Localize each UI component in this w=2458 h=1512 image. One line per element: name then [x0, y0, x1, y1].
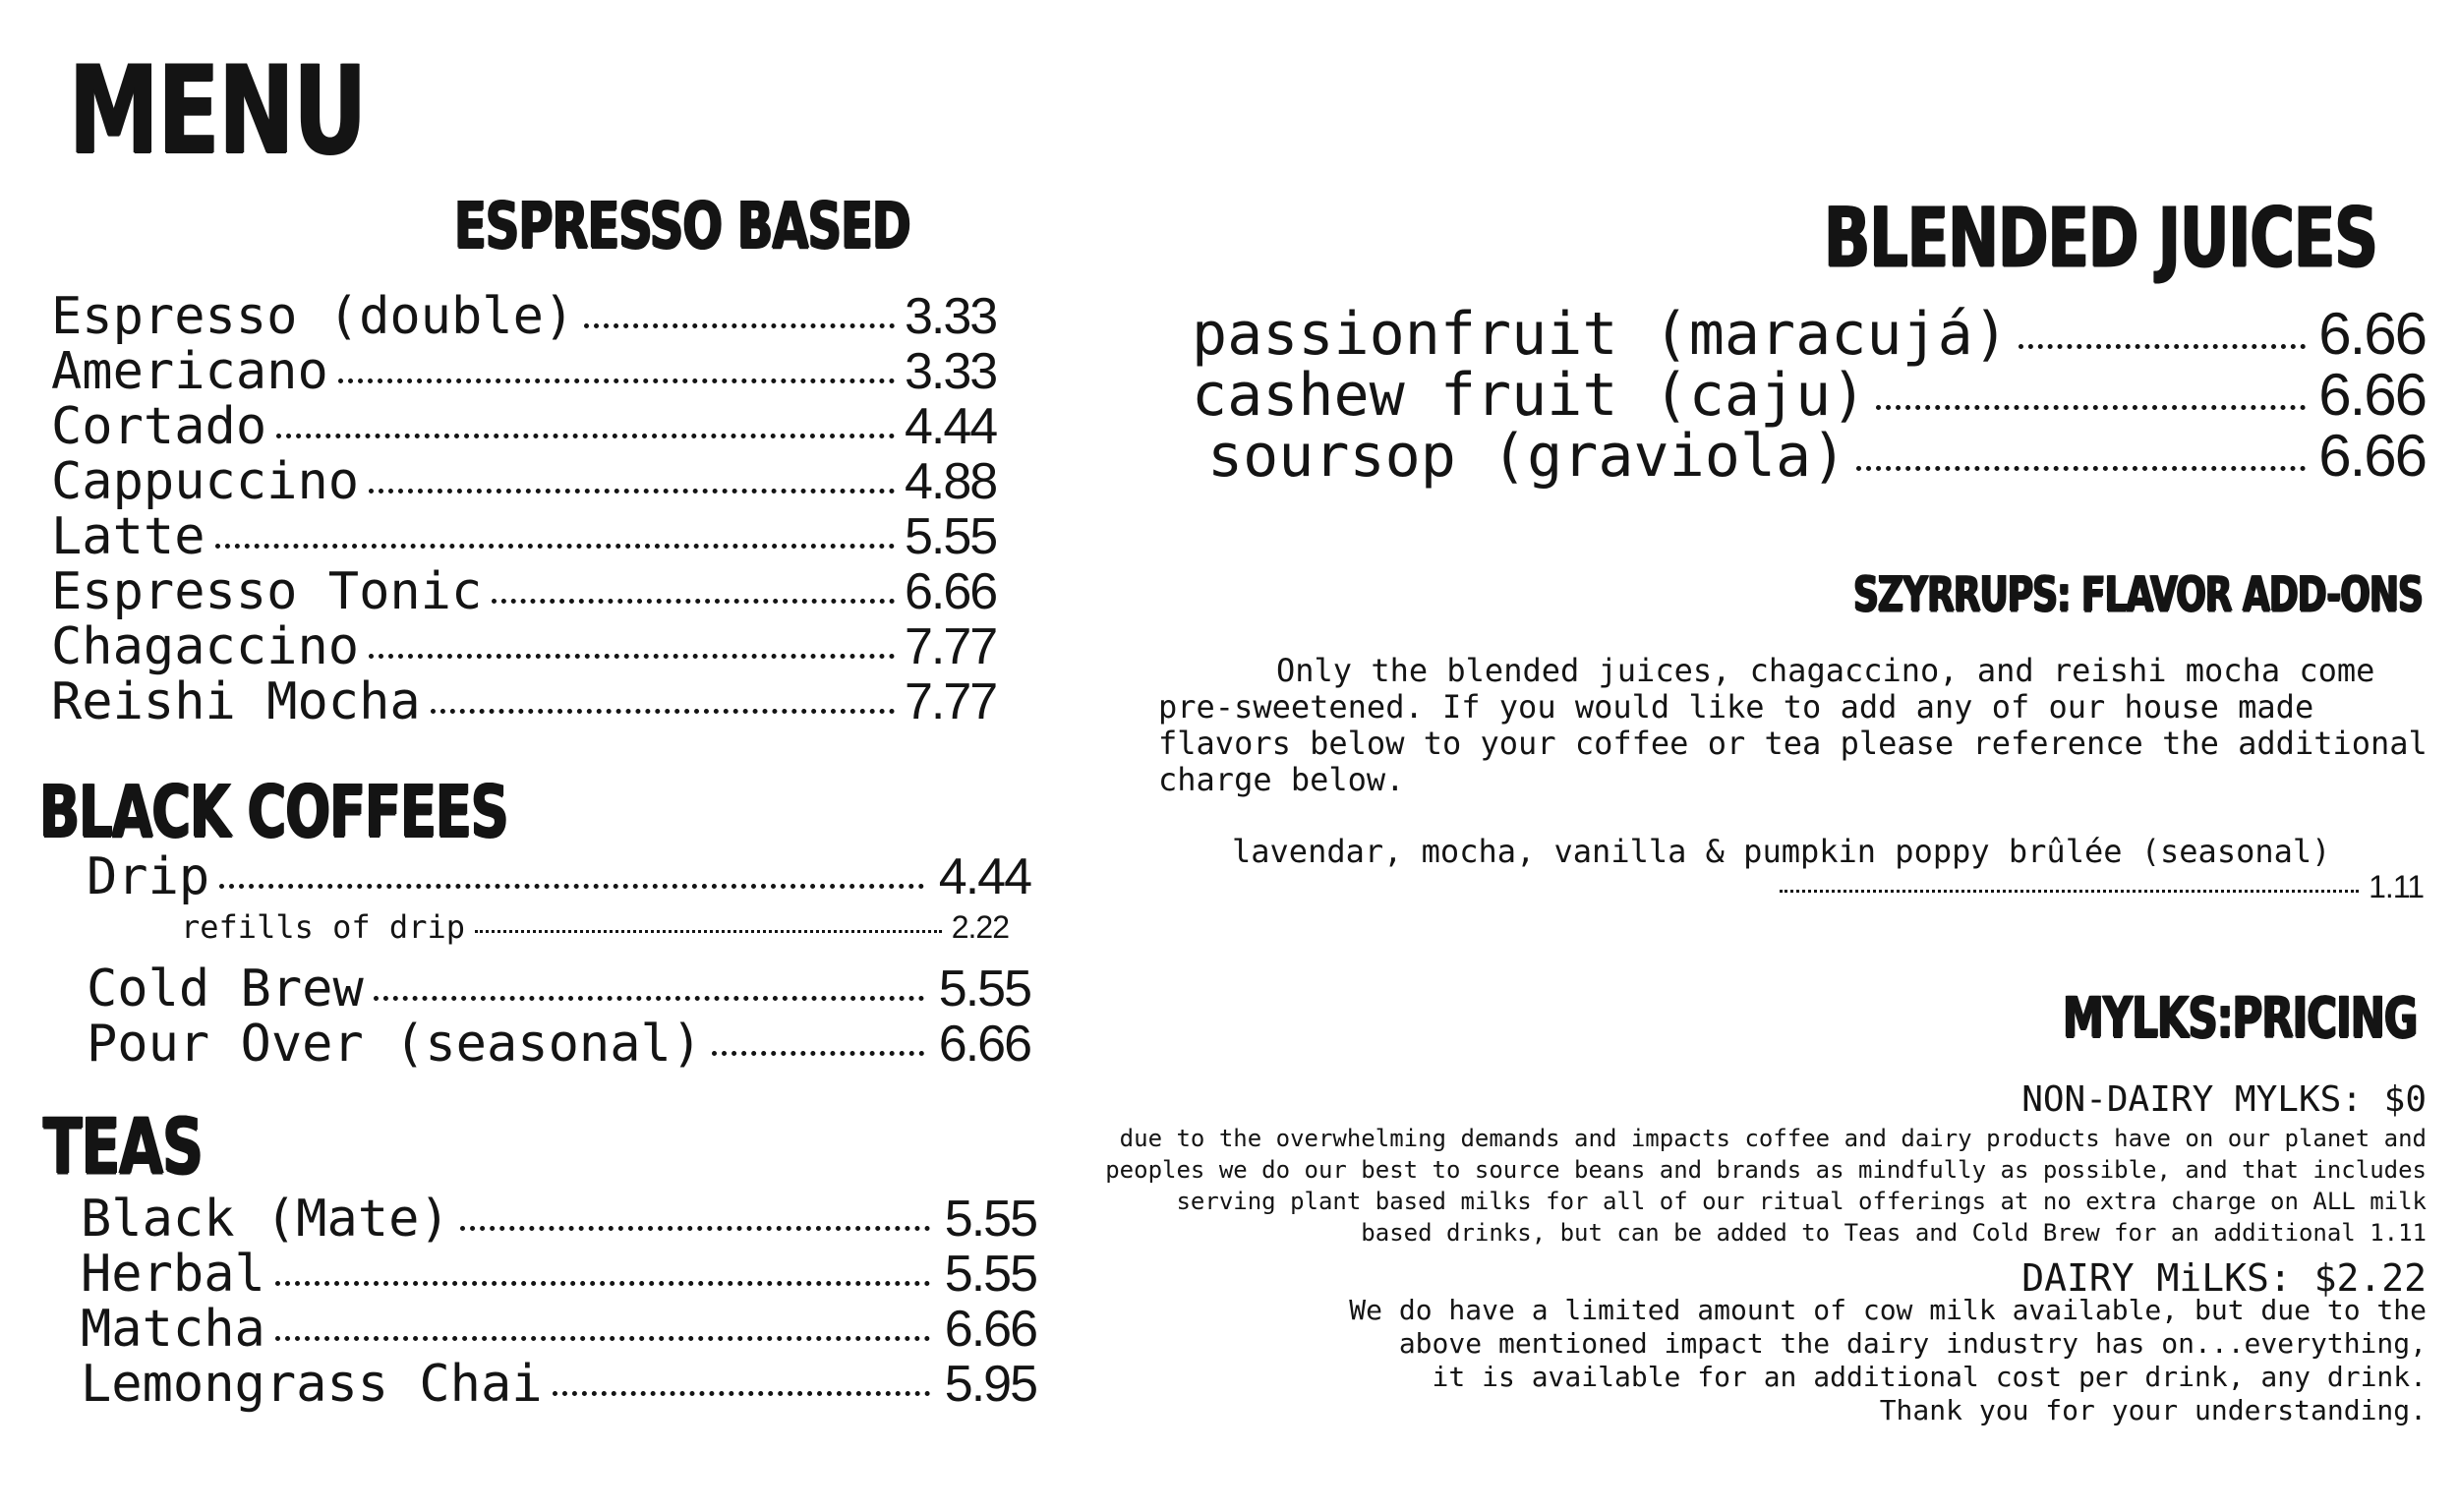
dot-leader	[215, 544, 895, 549]
dairy-line: We do have a limited amount of cow milk available, but due to the	[1349, 1294, 2427, 1326]
juices-heading: BLENDED JUICES	[1824, 189, 2377, 286]
item-price: 2.22	[951, 909, 1009, 945]
item-name: Lemongrass Chai	[81, 1355, 543, 1414]
item-name: Black (Mate)	[81, 1190, 450, 1249]
dairy-label: DAIRY MiLKS: $2.22	[2021, 1256, 2427, 1300]
item-price: 5.55	[905, 508, 997, 565]
menu-item	[51, 287, 997, 346]
espresso-list	[51, 287, 997, 731]
item-price: 5.55	[944, 1191, 1036, 1248]
dot-leader	[553, 1391, 930, 1396]
item-name: Espresso (double)	[51, 287, 575, 346]
menu-item	[87, 1015, 1030, 1074]
item-name: passionfruit (maracujá)	[1192, 300, 2009, 369]
syrups-description: Only the blended juices, chagaccino, and reishi mocha come pre-sweetened. If you would like to add any of our house made flavors below to your coffee or tea please reference the additional charge below.	[1158, 652, 2428, 798]
non-dairy-text	[1105, 1123, 2427, 1249]
item-name: Chagaccino	[51, 617, 360, 676]
dairy-line: Thank you for your understanding.	[1879, 1394, 2427, 1426]
menu-item	[51, 342, 997, 401]
syrup-price-row	[1770, 869, 2424, 908]
menu-item	[51, 562, 997, 621]
item-price: 6.66	[2318, 423, 2426, 489]
item-name: Cold Brew	[87, 960, 364, 1018]
dot-leader	[338, 378, 895, 383]
item-name: cashew fruit (caju)	[1192, 361, 1867, 430]
menu-item	[51, 672, 997, 731]
dot-leader	[584, 323, 895, 328]
menu-item	[1192, 422, 2426, 491]
item-price: 6.66	[938, 1016, 1030, 1073]
dot-leader	[276, 434, 895, 438]
dairy-text	[1349, 1294, 2427, 1427]
item-name: Espresso Tonic	[51, 562, 483, 621]
item-name: soursop (graviola)	[1207, 422, 1847, 491]
mylks-heading: MYLKS:PRICING	[2063, 985, 2418, 1051]
item-price: 4.44	[938, 848, 1030, 905]
menu-item	[51, 397, 997, 456]
non-dairy-line: peoples we do our best to source beans and brands as mindfully as possible, and that includes	[1105, 1156, 2427, 1184]
menu-title: MENU	[69, 39, 367, 182]
item-name: Cortado	[51, 397, 267, 456]
dot-leader	[1876, 405, 2306, 410]
item-name: Matcha	[81, 1300, 265, 1359]
item-name: refills of drip	[181, 908, 465, 946]
menu-item	[87, 960, 1030, 1018]
black-coffees-heading: BLACK COFFEES	[39, 770, 508, 854]
menu-item	[1192, 361, 2426, 430]
item-name: Reishi Mocha	[51, 672, 421, 731]
dot-leader	[374, 996, 924, 1001]
non-dairy-label: NON-DAIRY MYLKS: $0	[2021, 1079, 2427, 1120]
item-price: 6.66	[2318, 301, 2426, 367]
item-price: 7.77	[905, 673, 997, 730]
non-dairy-line: due to the overwhelming demands and impacts coffee and dairy products have on our planet and	[1119, 1125, 2427, 1152]
menu-item	[51, 507, 997, 566]
syrup-price: 1.11	[2369, 869, 2424, 904]
item-price: 7.77	[905, 618, 997, 675]
dot-leader	[492, 599, 895, 604]
item-name: Drip	[87, 847, 210, 906]
dot-leader	[1856, 466, 2306, 471]
item-price: 5.95	[944, 1356, 1036, 1413]
non-dairy-line: based drinks, but can be added to Teas and Cold Brew for an additional 1.11	[1361, 1219, 2427, 1247]
dot-leader	[369, 654, 895, 659]
item-price: 3.33	[905, 288, 997, 345]
item-price: 4.44	[905, 398, 997, 455]
espresso-heading: ESPRESSO BASED	[454, 189, 910, 263]
menu-item	[81, 1190, 1036, 1249]
dot-leader	[275, 1336, 930, 1341]
dot-leader	[431, 709, 895, 714]
item-price: 6.66	[2318, 362, 2426, 428]
dot-leader	[219, 884, 924, 889]
teas-list	[81, 1190, 1036, 1414]
dot-leader	[275, 1281, 930, 1286]
item-name: Herbal	[81, 1245, 265, 1304]
item-price: 4.88	[905, 453, 997, 510]
item-price: 5.55	[938, 960, 1030, 1018]
menu-item	[1192, 300, 2426, 369]
non-dairy-line: serving plant based milks for all of our ritual offerings at no extra charge on ALL milk	[1176, 1188, 2427, 1215]
dairy-line: it is available for an additional cost per drink, any drink.	[1432, 1361, 2427, 1393]
item-price: 6.66	[905, 563, 997, 620]
item-price: 6.66	[944, 1301, 1036, 1358]
dot-leader	[460, 1226, 930, 1231]
menu-item	[87, 908, 1009, 948]
item-name: Cappuccino	[51, 452, 360, 511]
black-coffees-list	[87, 847, 1030, 1074]
dairy-line: above mentioned impact the dairy industry has on...everything,	[1398, 1327, 2427, 1360]
dot-leader	[369, 489, 895, 494]
syrups-heading: SZYRRUPS: FLAVOR ADD-ONS	[1853, 568, 2423, 623]
syrup-flavors: lavendar, mocha, vanilla & pumpkin poppy brûlée (seasonal)	[1232, 833, 2331, 870]
item-price: 5.55	[944, 1246, 1036, 1303]
item-name: Latte	[51, 507, 205, 566]
item-name: Pour Over (seasonal)	[87, 1015, 703, 1074]
teas-heading: TEAS	[43, 1101, 203, 1192]
menu-item	[81, 1355, 1036, 1414]
menu-item	[51, 617, 997, 676]
item-name: Americano	[51, 342, 328, 401]
dot-leader	[1780, 890, 2359, 893]
dot-leader	[475, 930, 942, 933]
dot-leader	[712, 1051, 924, 1056]
menu-item	[81, 1300, 1036, 1359]
menu-item	[87, 847, 1030, 908]
menu-item	[51, 452, 997, 511]
dot-leader	[2019, 344, 2306, 349]
item-price: 3.33	[905, 343, 997, 400]
menu-item	[81, 1245, 1036, 1304]
juices-list	[1192, 300, 2426, 491]
